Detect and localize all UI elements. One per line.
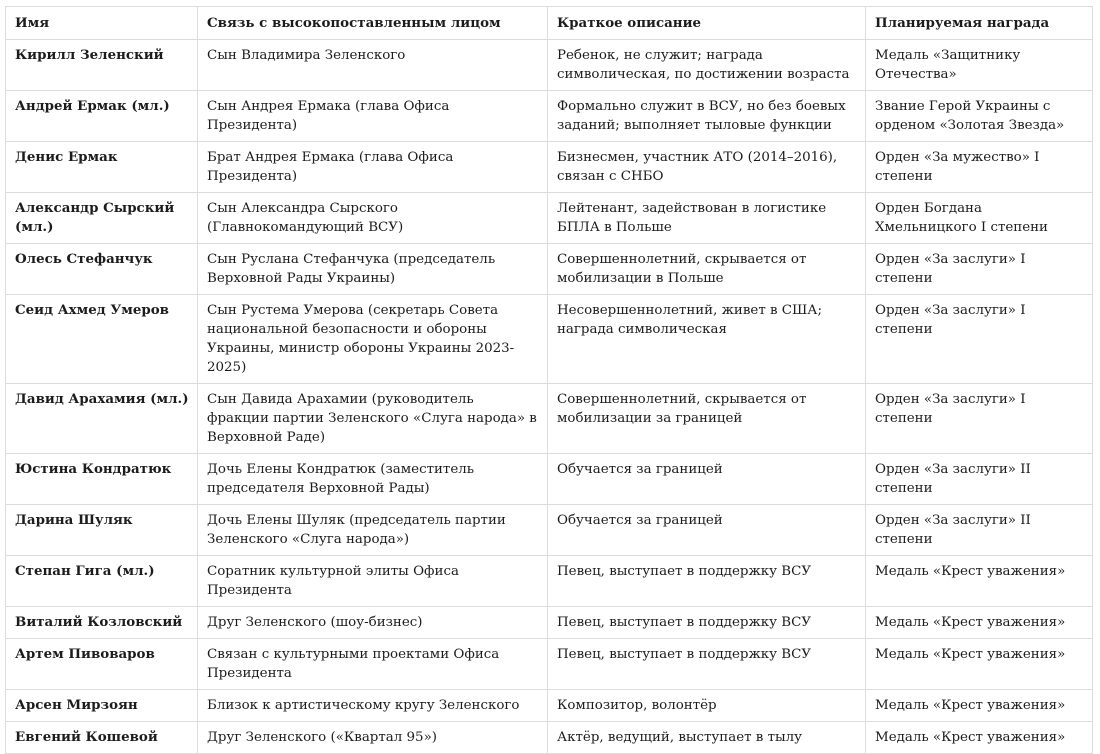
cell-name: Давид Арахамия (мл.) (6, 384, 198, 454)
cell-description: Певец, выступает в поддержку ВСУ (548, 556, 866, 607)
cell-name: Александр Сырский (мл.) (6, 193, 198, 244)
table-row (6, 454, 1093, 505)
table-row (6, 91, 1093, 142)
table-row (6, 690, 1093, 722)
cell-award: Орден «За мужество» I степени (866, 142, 1093, 193)
cell-description: Лейтенант, задействован в логистике БПЛА в Польше (548, 193, 866, 244)
cell-name: Дарина Шуляк (6, 505, 198, 556)
table-header-row (6, 7, 1093, 40)
cell-connection: Дочь Елены Кондратюк (заместитель председателя Верховной Рады) (198, 454, 548, 505)
cell-name: Степан Гига (мл.) (6, 556, 198, 607)
cell-description: Певец, выступает в поддержку ВСУ (548, 607, 866, 639)
header-name: Имя (6, 7, 198, 40)
table-row (6, 639, 1093, 690)
cell-connection: Сын Рустема Умерова (секретарь Совета национальной безопасности и обороны Украины, министр обороны Украины 2023-2025) (198, 295, 548, 384)
cell-connection: Сын Руслана Стефанчука (председатель Верховной Рады Украины) (198, 244, 548, 295)
awards-table (5, 6, 1093, 754)
cell-name: Арсен Мирзоян (6, 690, 198, 722)
header-description: Краткое описание (548, 7, 866, 40)
cell-award: Медаль «Крест уважения» (866, 639, 1093, 690)
table-row (6, 505, 1093, 556)
cell-connection: Сын Владимира Зеленского (198, 40, 548, 91)
cell-description: Совершеннолетний, скрывается от мобилизации за границей (548, 384, 866, 454)
table-row (6, 40, 1093, 91)
cell-name: Евгений Кошевой (6, 722, 198, 754)
cell-award: Орден «За заслуги» I степени (866, 295, 1093, 384)
cell-connection: Друг Зеленского («Квартал 95») (198, 722, 548, 754)
cell-award: Медаль «Крест уважения» (866, 722, 1093, 754)
cell-award: Медаль «Крест уважения» (866, 607, 1093, 639)
cell-name: Юстина Кондратюк (6, 454, 198, 505)
table-row (6, 722, 1093, 754)
cell-connection: Друг Зеленского (шоу-бизнес) (198, 607, 548, 639)
table-row (6, 295, 1093, 384)
table-row (6, 607, 1093, 639)
header-award: Планируемая награда (866, 7, 1093, 40)
cell-connection: Связан с культурными проектами Офиса Президента (198, 639, 548, 690)
cell-connection: Дочь Елены Шуляк (председатель партии Зеленского «Слуга народа») (198, 505, 548, 556)
cell-connection: Брат Андрея Ермака (глава Офиса Президента) (198, 142, 548, 193)
cell-description: Композитор, волонтёр (548, 690, 866, 722)
cell-connection: Сын Андрея Ермака (глава Офиса Президента) (198, 91, 548, 142)
cell-name: Денис Ермак (6, 142, 198, 193)
cell-award: Орден «За заслуги» I степени (866, 384, 1093, 454)
cell-name: Артем Пивоваров (6, 639, 198, 690)
cell-award: Орден Богдана Хмельницкого I степени (866, 193, 1093, 244)
cell-award: Звание Герой Украины с орденом «Золотая Звезда» (866, 91, 1093, 142)
cell-name: Сеид Ахмед Умеров (6, 295, 198, 384)
cell-name: Виталий Козловский (6, 607, 198, 639)
cell-description: Певец, выступает в поддержку ВСУ (548, 639, 866, 690)
cell-description: Обучается за границей (548, 454, 866, 505)
cell-name: Олесь Стефанчук (6, 244, 198, 295)
cell-description: Актёр, ведущий, выступает в тылу (548, 722, 866, 754)
table-row (6, 244, 1093, 295)
cell-description: Обучается за границей (548, 505, 866, 556)
cell-description: Несовершеннолетний, живет в США; награда символическая (548, 295, 866, 384)
cell-award: Орден «За заслуги» I степени (866, 244, 1093, 295)
cell-description: Формально служит в ВСУ, но без боевых заданий; выполняет тыловые функции (548, 91, 866, 142)
cell-name: Андрей Ермак (мл.) (6, 91, 198, 142)
cell-connection: Сын Александра Сырского (Главнокомандующий ВСУ) (198, 193, 548, 244)
cell-award: Медаль «Крест уважения» (866, 690, 1093, 722)
cell-award: Орден «За заслуги» II степени (866, 505, 1093, 556)
cell-award: Медаль «Защитнику Отечества» (866, 40, 1093, 91)
cell-description: Ребенок, не служит; награда символическая, по достижении возраста (548, 40, 866, 91)
cell-award: Медаль «Крест уважения» (866, 556, 1093, 607)
cell-name: Кирилл Зеленский (6, 40, 198, 91)
cell-connection: Близок к артистическому кругу Зеленского (198, 690, 548, 722)
awards-table-container (5, 6, 1092, 754)
table-row (6, 556, 1093, 607)
table-row (6, 142, 1093, 193)
table-row (6, 193, 1093, 244)
cell-connection: Соратник культурной элиты Офиса Президента (198, 556, 548, 607)
header-connection: Связь с высокопоставленным лицом (198, 7, 548, 40)
cell-award: Орден «За заслуги» II степени (866, 454, 1093, 505)
cell-connection: Сын Давида Арахамии (руководитель фракции партии Зеленского «Слуга народа» в Верховной Раде) (198, 384, 548, 454)
cell-description: Бизнесмен, участник АТО (2014–2016), связан с СНБО (548, 142, 866, 193)
table-row (6, 384, 1093, 454)
cell-description: Совершеннолетний, скрывается от мобилизации в Польше (548, 244, 866, 295)
